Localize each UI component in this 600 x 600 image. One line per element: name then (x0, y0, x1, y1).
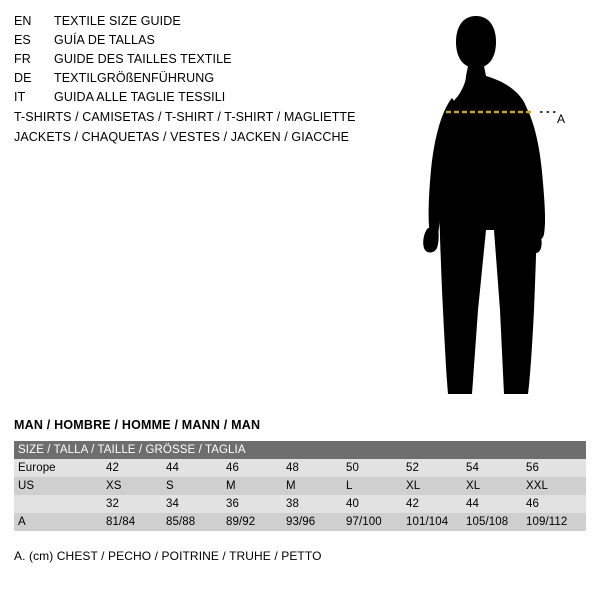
table-cell: 56 (526, 459, 586, 477)
table-cell: 34 (166, 495, 226, 513)
table-row (14, 477, 586, 495)
table-cell: 40 (346, 495, 406, 513)
table-cell: 101/104 (406, 513, 466, 531)
size-table (14, 441, 586, 531)
language-code: DE (14, 71, 32, 85)
table-cell: 81/84 (106, 513, 166, 531)
table-cell: 42 (406, 495, 466, 513)
table-header-row (14, 441, 586, 459)
table-cell: 42 (106, 459, 166, 477)
table-cell: 105/108 (466, 513, 526, 531)
language-row (14, 33, 374, 52)
table-cell: 46 (226, 459, 286, 477)
table-cell: 52 (406, 459, 466, 477)
table-cell: 97/100 (346, 513, 406, 531)
language-code: IT (14, 90, 26, 104)
language-row (14, 14, 374, 33)
table-cell: 50 (346, 459, 406, 477)
row-label: Europe (14, 459, 106, 477)
table-row (14, 495, 586, 513)
language-title: GUIDA ALLE TAGLIE TESSILI (54, 90, 226, 104)
table-cell: 46 (526, 495, 586, 513)
language-title: TEXTILE SIZE GUIDE (54, 14, 181, 28)
language-code: ES (14, 33, 31, 47)
table-cell: L (346, 477, 406, 495)
table-cell: M (226, 477, 286, 495)
table-cell: 54 (466, 459, 526, 477)
table-cell: 32 (106, 495, 166, 513)
silhouette-icon (400, 10, 600, 410)
table-header-label: SIZE / TALLA / TAILLE / GRÖSSE / TAGLIA (14, 441, 586, 459)
chest-measure-label: A (557, 112, 566, 126)
table-cell: 109/112 (526, 513, 586, 531)
row-label (14, 495, 106, 513)
language-title: GUIDE DES TAILLES TEXTILE (54, 52, 232, 66)
row-label: US (14, 477, 106, 495)
table-row (14, 513, 586, 531)
table-cell: 48 (286, 459, 346, 477)
table-cell: 44 (166, 459, 226, 477)
table-cell: 85/88 (166, 513, 226, 531)
language-title: GUÍA DE TALLAS (54, 33, 155, 47)
category-list (14, 110, 434, 150)
category-tshirts: T-SHIRTS / CAMISETAS / T-SHIRT / T-SHIRT / MAGLIETTE (14, 110, 356, 124)
language-code: EN (14, 14, 32, 28)
table-cell: 36 (226, 495, 286, 513)
footnote: A. (cm) CHEST / PECHO / POITRINE / TRUHE / PETTO (14, 549, 322, 563)
table-cell: XS (106, 477, 166, 495)
table-cell: XL (466, 477, 526, 495)
body-silhouette-figure (400, 10, 600, 410)
table-row (14, 459, 586, 477)
language-title: TEXTILGRÖßENFÜHRUNG (54, 71, 215, 85)
table-cell: XL (406, 477, 466, 495)
row-label: A (14, 513, 106, 531)
table-cell: XXL (526, 477, 586, 495)
table-cell: M (286, 477, 346, 495)
table-cell: 44 (466, 495, 526, 513)
category-jackets: JACKETS / CHAQUETAS / VESTES / JACKEN / GIACCHE (14, 130, 350, 144)
language-row (14, 71, 374, 90)
table-cell: 89/92 (226, 513, 286, 531)
table-cell: 38 (286, 495, 346, 513)
language-row (14, 52, 374, 71)
language-list (14, 14, 374, 109)
language-row (14, 90, 374, 109)
language-code: FR (14, 52, 31, 66)
table-cell: 93/96 (286, 513, 346, 531)
table-cell: S (166, 477, 226, 495)
table-title: MAN / HOMBRE / HOMME / MANN / MAN (14, 418, 261, 432)
